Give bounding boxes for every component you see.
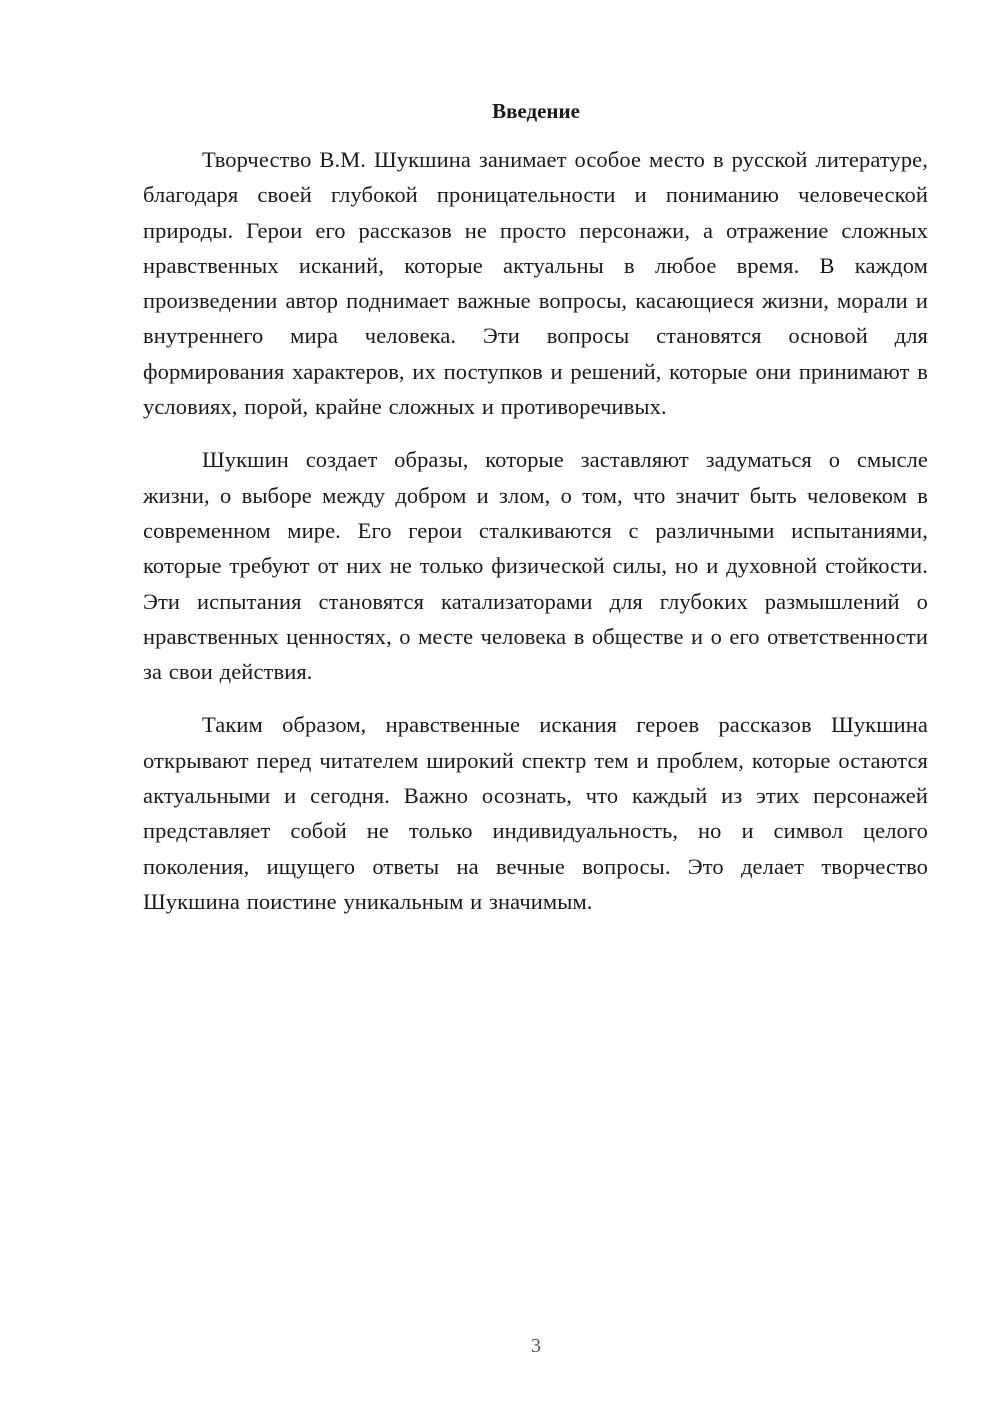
paragraph-2: Шукшин создает образы, которые заставляют задуматься о смысле жизни, о выборе между добром и злом, о том, что значит быть человеком в современном мире. Его герои сталкиваются с различными испытаниями, которые требуют от них не только физической силы, но и духовной стойкости. Эти испытания становятся катализаторами для глубоких размышлений о нравственных ценностях, о месте человека в обществе и о его ответственности за свои действия. bbox=[143, 447, 928, 685]
page-title: Введение bbox=[492, 99, 580, 123]
body-text bbox=[143, 142, 928, 937]
paragraph-3: Таким образом, нравственные искания героев рассказов Шукшина открывают перед читателем широкий спектр тем и проблем, которые остаются актуальными и сегодня. Важно осознать, что каждый из этих персонажей представляет собой не только индивидуальность, но и символ целого поколения, ищущего ответы на вечные вопросы. Это делает творчество Шукшина поистине уникальным и значимым. bbox=[143, 712, 928, 914]
page-number: 3 bbox=[531, 1335, 541, 1357]
paragraph-1: Творчество В.М. Шукшина занимает особое место в русской литературе, благодаря своей глубокой проницательности и пониманию человеческой природы. Герои его рассказов не просто персонажи, а отражение сложных нравственных исканий, которые актуальны в любое время. В каждом произведении автор поднимает важные вопросы, касающиеся жизни, морали и внутреннего мира человека. Эти вопросы становятся основой для формирования характеров, их поступков и решений, которые они принимают в условиях, порой, крайне сложных и противоречивых. bbox=[143, 147, 928, 420]
